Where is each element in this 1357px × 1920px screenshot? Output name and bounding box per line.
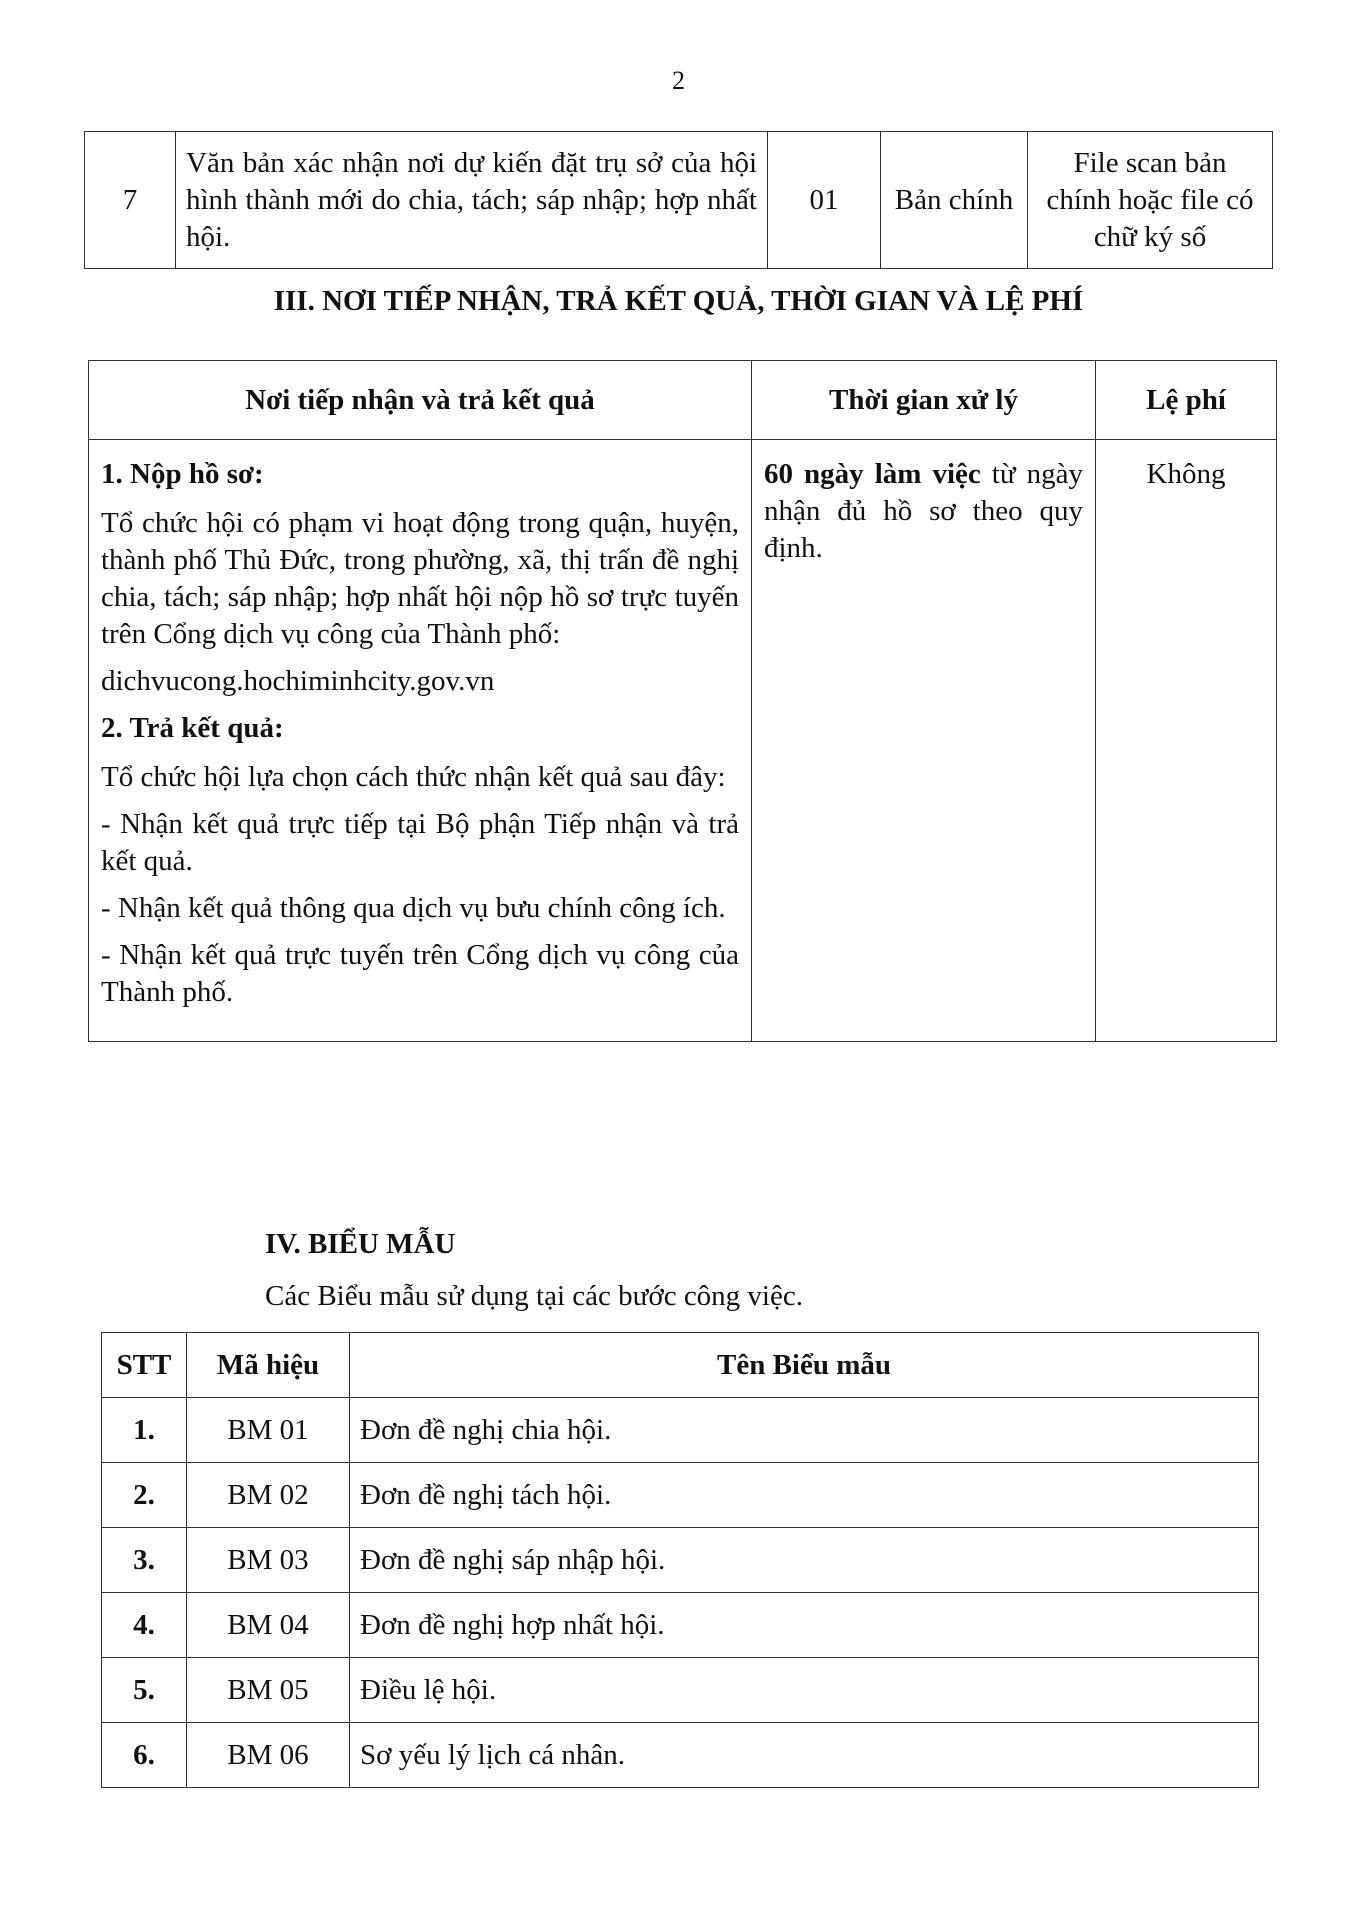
- row-stt: 2.: [102, 1463, 187, 1528]
- row-stt: 4.: [102, 1593, 187, 1658]
- row-name: Đơn đề nghị chia hội.: [350, 1398, 1259, 1463]
- result-option-direct: - Nhận kết quả trực tiếp tại Bộ phận Tiếp nhận và trả kết quả.: [101, 808, 739, 877]
- header-receive: Nơi tiếp nhận và trả kết quả: [89, 361, 752, 440]
- row-name: Điều lệ hội.: [350, 1658, 1259, 1723]
- section-4-subtitle: Các Biểu mẫu sử dụng tại các bước công việc.: [265, 1280, 803, 1312]
- result-title: 2. Trả kết quả:: [101, 712, 284, 744]
- document-type: Bản chính: [881, 132, 1028, 269]
- row-name: Đơn đề nghị sáp nhập hội.: [350, 1528, 1259, 1593]
- table-row: [102, 1398, 1259, 1463]
- row-stt: 5.: [102, 1658, 187, 1723]
- row-code: BM 05: [187, 1658, 350, 1723]
- row-stt: 3.: [102, 1528, 187, 1593]
- table-row: [102, 1528, 1259, 1593]
- time-cell: [752, 440, 1096, 1042]
- row-code: BM 02: [187, 1463, 350, 1528]
- page-number: 2: [672, 66, 685, 95]
- table-row: [85, 132, 1273, 269]
- receive-cell: [89, 440, 752, 1042]
- time-days: 60 ngày làm việc: [764, 458, 981, 490]
- header-fee: Lệ phí: [1096, 361, 1277, 440]
- portal-url: dichvucong.hochiminhcity.gov.vn: [101, 665, 495, 697]
- receive-time-fee-table: [88, 360, 1277, 1042]
- fee-cell: Không: [1096, 440, 1277, 1042]
- row-code: BM 04: [187, 1593, 350, 1658]
- header-stt: STT: [102, 1333, 187, 1398]
- document-note: File scan bản chính hoặc file có chữ ký số: [1028, 132, 1273, 269]
- row-name: Đơn đề nghị tách hội.: [350, 1463, 1259, 1528]
- row-name: Đơn đề nghị hợp nhất hội.: [350, 1593, 1259, 1658]
- row-number: 7: [85, 132, 176, 269]
- header-time: Thời gian xử lý: [752, 361, 1096, 440]
- table-row: [102, 1658, 1259, 1723]
- row-stt: 1.: [102, 1398, 187, 1463]
- submit-text: Tổ chức hội có phạm vi hoạt động trong quận, huyện, thành phố Thủ Đức, trong phường, xã, thị trấn đề nghị chia, tách; sáp nhập; hợp nhất hội nộp hồ sơ trực tuyến trên Cổng dịch vụ công của Thành phố:: [101, 507, 739, 650]
- row-code: BM 06: [187, 1723, 350, 1788]
- result-option-online: - Nhận kết quả trực tuyến trên Cổng dịch vụ công của Thành phố.: [101, 939, 739, 1008]
- row-code: BM 01: [187, 1398, 350, 1463]
- header-name: Tên Biểu mẫu: [350, 1333, 1259, 1398]
- result-option-post: - Nhận kết quả thông qua dịch vụ bưu chính công ích.: [101, 892, 726, 924]
- table-row: [102, 1593, 1259, 1658]
- document-quantity: 01: [768, 132, 881, 269]
- section-4-heading: IV. BIỂU MẪU: [265, 1228, 456, 1260]
- document-description: Văn bản xác nhận nơi dự kiến đặt trụ sở của hội hình thành mới do chia, tách; sáp nhập; hợp nhất hội.: [176, 132, 768, 269]
- header-code: Mã hiệu: [187, 1333, 350, 1398]
- row-name: Sơ yếu lý lịch cá nhân.: [350, 1723, 1259, 1788]
- time-rest: từ ngày nhận đủ hồ sơ theo quy định.: [764, 458, 1083, 564]
- table-row: [102, 1463, 1259, 1528]
- row-stt: 6.: [102, 1723, 187, 1788]
- table-row: [89, 440, 1277, 1042]
- row-code: BM 03: [187, 1528, 350, 1593]
- forms-table: [101, 1332, 1259, 1788]
- table-header-row: [89, 361, 1277, 440]
- table-header-row: [102, 1333, 1259, 1398]
- result-intro: Tổ chức hội lựa chọn cách thức nhận kết quả sau đây:: [101, 761, 726, 793]
- submit-title: 1. Nộp hồ sơ:: [101, 458, 264, 490]
- documents-table-continued: [84, 131, 1273, 269]
- section-3-heading: III. NƠI TIẾP NHẬN, TRẢ KẾT QUẢ, THỜI GIAN VÀ LỆ PHÍ: [273, 285, 1084, 317]
- table-row: [102, 1723, 1259, 1788]
